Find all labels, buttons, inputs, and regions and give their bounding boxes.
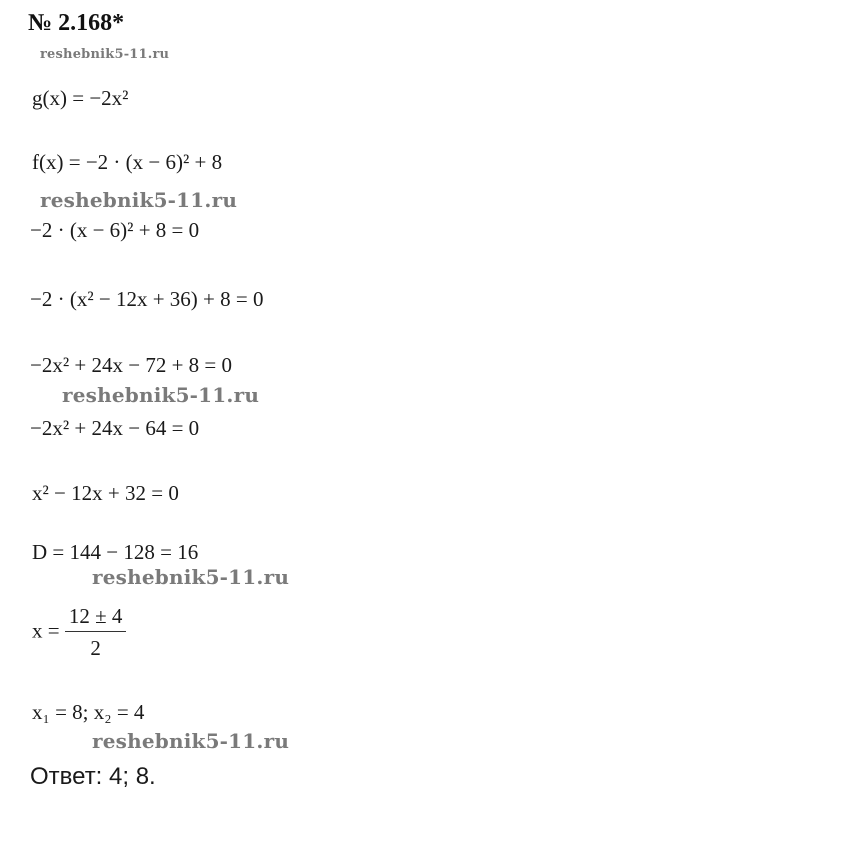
root-formula-lhs: x = [32, 618, 60, 643]
watermark-4: reshebnik5-11.ru [92, 729, 290, 753]
formula-g-text: g(x) = −2x² [32, 86, 129, 110]
problem-number: № 2.168* [28, 10, 125, 36]
formula-f [32, 150, 222, 175]
equation-step-5: x² − 12x + 32 = 0 [32, 481, 179, 505]
watermark-header: reshebnik5-11.ru [40, 47, 170, 62]
root-formula-fraction [65, 604, 127, 661]
watermark-2: reshebnik5-11.ru [62, 383, 260, 407]
formula-f-text: f(x) = −2 · (x − 6)² + 8 [32, 150, 223, 174]
discriminant: D = 144 − 128 = 16 [32, 540, 199, 564]
equation-step-1: −2 · (x − 6)² + 8 = 0 [30, 218, 200, 242]
roots: x₁ = 8; x₂ = 4 [32, 700, 145, 724]
watermark-3: reshebnik5-11.ru [92, 565, 290, 589]
fraction-numerator: 12 ± 4 [65, 604, 127, 632]
formula-g [32, 86, 128, 111]
watermark-1: reshebnik5-11.ru [40, 188, 238, 212]
root-formula [32, 604, 126, 661]
equation-step-2: −2 · (x² − 12x + 36) + 8 = 0 [30, 287, 264, 311]
equation-step-4: −2x² + 24x − 64 = 0 [30, 416, 200, 440]
fraction-denominator: 2 [90, 636, 101, 660]
answer: Ответ: 4; 8. [30, 763, 156, 790]
equation-step-3: −2x² + 24x − 72 + 8 = 0 [30, 353, 233, 377]
